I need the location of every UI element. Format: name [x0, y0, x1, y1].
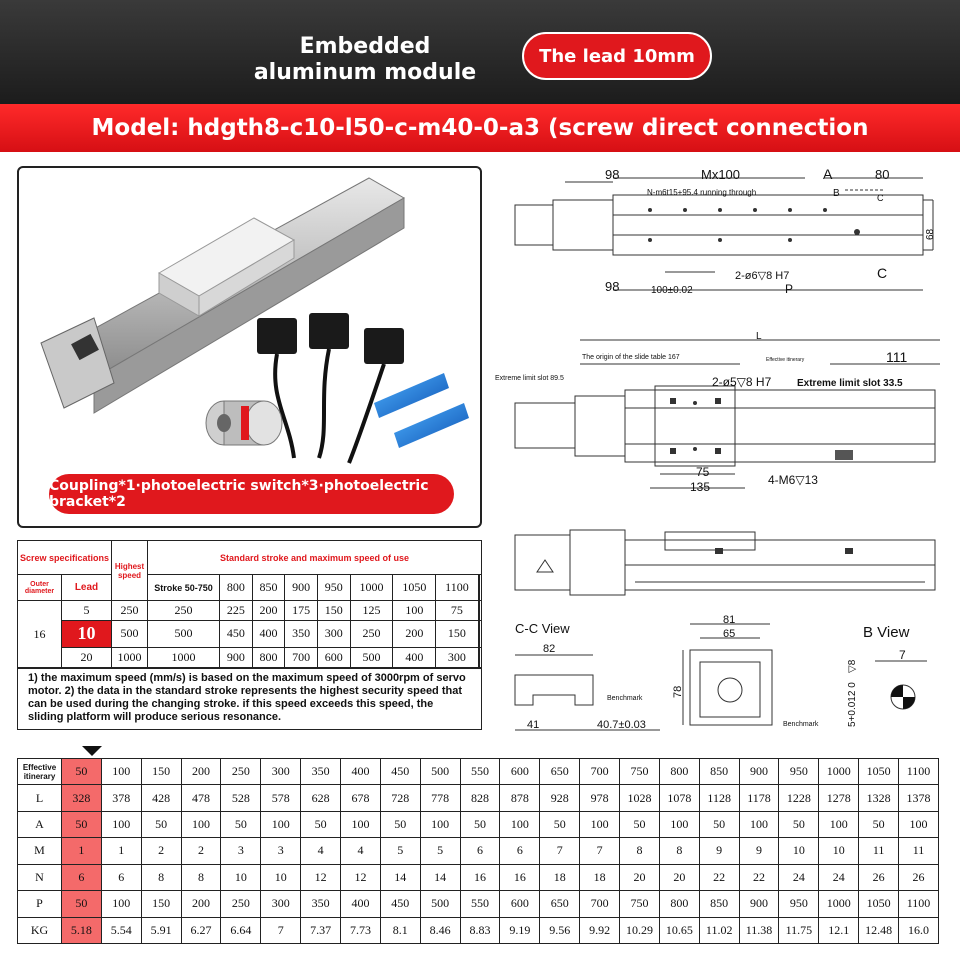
table-cell: 828 — [460, 785, 500, 811]
lead-badge: The lead 10mm — [522, 32, 712, 80]
table-cell: 650 — [540, 759, 580, 785]
dimension-table — [17, 758, 939, 944]
table-cell: 1378 — [899, 785, 939, 811]
table-cell: 5.18 — [62, 917, 102, 943]
speed-cell: 250 — [350, 620, 393, 647]
table-cell: 26 — [899, 864, 939, 890]
dim-98-top: 98 — [605, 167, 620, 182]
table-cell: 50 — [779, 811, 819, 837]
label-c-small: C — [877, 193, 884, 203]
table-cell: 20 — [620, 864, 660, 890]
table-cell: 950 — [779, 891, 819, 917]
b-view-drawing — [835, 615, 950, 740]
b-view-title: B View — [863, 624, 910, 641]
table-cell: 12.48 — [859, 917, 899, 943]
stroke-50-750-cell: 500 — [148, 620, 220, 647]
dim-5-tol: 5+0.012 0 — [847, 682, 858, 727]
end-benchmark: Benchmark — [783, 721, 819, 728]
table-cell: 2 — [181, 838, 221, 864]
product-illustration — [19, 168, 480, 468]
table-cell: 20 — [659, 864, 699, 890]
speed-cell: 600 — [317, 648, 350, 668]
speed-cell: 75 — [436, 601, 478, 621]
dim-7: 7 — [899, 648, 906, 662]
lead-cell: 20 — [62, 648, 112, 668]
table-row — [18, 759, 939, 785]
speed-cell: 400 — [252, 620, 285, 647]
table-cell: 24 — [819, 864, 859, 890]
table-cell: 8.1 — [380, 917, 420, 943]
table-cell: 6 — [62, 864, 102, 890]
table-cell: 1128 — [699, 785, 739, 811]
label-c: C — [877, 265, 888, 281]
speed-cell: 900 — [220, 648, 253, 668]
end-view-drawing — [665, 610, 825, 740]
table-row — [18, 917, 939, 943]
table-row — [18, 785, 939, 811]
effective-itinerary-note: Effective itinerary — [766, 357, 805, 363]
speed-cell — [480, 620, 482, 647]
dim-hole-6: 2-ø6▽8 H7 — [735, 270, 790, 282]
speed-cell: 700 — [285, 648, 318, 668]
table-cell: 100 — [500, 811, 540, 837]
speed-cell: 150 — [317, 601, 350, 621]
speed-cell: 300 — [436, 648, 478, 668]
table-cell: 100 — [101, 759, 141, 785]
table-cell: 850 — [699, 891, 739, 917]
table-cell: 700 — [580, 891, 620, 917]
speed-cell: 125 — [350, 601, 393, 621]
table-cell: 8 — [659, 838, 699, 864]
table-cell: 50 — [460, 811, 500, 837]
table-cell: 7.37 — [301, 917, 341, 943]
highest-speed-cell: 250 — [112, 601, 148, 621]
label-b: B — [833, 188, 840, 199]
table-cell: 5 — [420, 838, 460, 864]
dim-135: 135 — [690, 480, 711, 494]
table-cell: 200 — [181, 891, 221, 917]
speed-cell: 200 — [393, 620, 436, 647]
table-cell: 14 — [420, 864, 460, 890]
table-cell: 450 — [380, 759, 420, 785]
table-cell: 528 — [221, 785, 261, 811]
dim-75: 75 — [696, 465, 710, 479]
row-label: L — [18, 785, 62, 811]
stroke-50-750-cell: 1000 — [148, 648, 220, 668]
table-cell: 100 — [899, 811, 939, 837]
dim-a: A — [823, 166, 833, 182]
row-label: M — [18, 838, 62, 864]
dim-m6: 4-M6▽13 — [768, 473, 818, 487]
table-cell: 100 — [261, 811, 301, 837]
table-cell: 150 — [141, 891, 181, 917]
table-cell: 12.1 — [819, 917, 859, 943]
table-cell: 478 — [181, 785, 221, 811]
table-cell: 1328 — [859, 785, 899, 811]
speed-cell: 150 — [436, 620, 478, 647]
table-cell: 1278 — [819, 785, 859, 811]
table-cell: 50 — [62, 759, 102, 785]
dim-hole-5: 2-ø5▽8 H7 — [712, 375, 772, 389]
table-cell: 12 — [341, 864, 381, 890]
table-cell: 7 — [580, 838, 620, 864]
table-row — [18, 838, 939, 864]
table-cell: 50 — [620, 811, 660, 837]
table-cell: 200 — [181, 759, 221, 785]
dim-100-tol: 100±0.02 — [651, 285, 693, 296]
table-cell: 750 — [620, 891, 660, 917]
dim-98-bottom: 98 — [605, 279, 620, 294]
table-cell: 750 — [620, 759, 660, 785]
coupling-icon — [206, 401, 282, 445]
table-cell: 100 — [181, 811, 221, 837]
c-c-benchmark: Benchmark — [607, 695, 643, 702]
outer-diameter-cell: 16 — [18, 601, 62, 668]
speed-cell: 225 — [220, 601, 253, 621]
standard-stroke-header: Standard stroke and maximum speed of use — [148, 541, 482, 575]
table-cell: 5 — [380, 838, 420, 864]
dim-depth-8: ▽8 — [847, 659, 858, 673]
table-cell: 378 — [101, 785, 141, 811]
stroke-range-header: Stroke 50-750 — [148, 575, 220, 601]
table-cell: 6 — [460, 838, 500, 864]
table-cell: 8.46 — [420, 917, 460, 943]
table-cell: 11 — [859, 838, 899, 864]
table-cell: 728 — [380, 785, 420, 811]
table-cell: 928 — [540, 785, 580, 811]
side-view-drawing — [490, 328, 950, 498]
speed-cell: 500 — [350, 648, 393, 668]
speed-cell: 175 — [285, 601, 318, 621]
table-cell: 778 — [420, 785, 460, 811]
model-bar: Model: hdgth8-c10-l50-c-m40-0-a3 (screw direct connection — [0, 104, 960, 152]
table-cell: 16 — [460, 864, 500, 890]
table-cell: 650 — [540, 891, 580, 917]
table-cell: 578 — [261, 785, 301, 811]
table-cell: 678 — [341, 785, 381, 811]
table-cell: 7.73 — [341, 917, 381, 943]
table-cell: 900 — [739, 759, 779, 785]
table-cell: 700 — [580, 759, 620, 785]
stroke-cell — [480, 575, 482, 601]
stroke-cell: 850 — [252, 575, 285, 601]
table-cell: 1100 — [899, 891, 939, 917]
table-cell: 900 — [739, 891, 779, 917]
label-p: P — [785, 282, 794, 296]
table-cell: 5.91 — [141, 917, 181, 943]
table-cell: 10 — [779, 838, 819, 864]
table-cell: 550 — [460, 759, 500, 785]
table-cell: 800 — [659, 891, 699, 917]
speed-cell: 350 — [285, 620, 318, 647]
dim-41: 41 — [527, 719, 540, 731]
table-cell: 50 — [301, 811, 341, 837]
table-cell: 8.83 — [460, 917, 500, 943]
table-cell: 7 — [261, 917, 301, 943]
dim-68: 68 — [925, 228, 936, 240]
table-cell: 50 — [540, 811, 580, 837]
table-cell: 978 — [580, 785, 620, 811]
stroke-cell: 1000 — [350, 575, 393, 601]
table-cell: 9.19 — [500, 917, 540, 943]
speed-cell: 200 — [252, 601, 285, 621]
table-cell: 100 — [341, 811, 381, 837]
table-cell: 4 — [341, 838, 381, 864]
table-cell: 16 — [500, 864, 540, 890]
table-cell: 600 — [500, 759, 540, 785]
title-line-1: Embedded — [299, 34, 431, 59]
table-cell: 50 — [859, 811, 899, 837]
lead-header: Lead — [62, 575, 112, 601]
table-cell: 11 — [899, 838, 939, 864]
dim-81: 81 — [723, 614, 736, 626]
table-cell: 50 — [699, 811, 739, 837]
table-cell: 50 — [380, 811, 420, 837]
highest-speed-cell: 500 — [112, 620, 148, 647]
table-cell: 26 — [859, 864, 899, 890]
stroke-cell: 1100 — [436, 575, 478, 601]
table-cell: 850 — [699, 759, 739, 785]
dim-l: L — [756, 331, 762, 342]
table-cell: 9 — [699, 838, 739, 864]
table-cell: 600 — [500, 891, 540, 917]
c-c-view-title: C-C View — [515, 621, 570, 636]
accessories-caption: Coupling*1·photoelectric switch*3·photoelectric bracket*2 — [49, 474, 454, 514]
table-cell: 6 — [101, 864, 141, 890]
table-cell: 100 — [739, 811, 779, 837]
table-cell: 300 — [261, 891, 301, 917]
speed-cell: 800 — [252, 648, 285, 668]
speed-table — [17, 540, 482, 668]
table-cell: 500 — [420, 759, 460, 785]
table-cell: 8 — [181, 864, 221, 890]
table-cell: 1000 — [819, 891, 859, 917]
title-line-2: aluminum module — [253, 60, 477, 85]
table-cell: 11.02 — [699, 917, 739, 943]
speed-cell: 100 — [393, 601, 436, 621]
highest-speed-cell: 1000 — [112, 648, 148, 668]
table-cell: 22 — [739, 864, 779, 890]
photoelectric-switch-icon — [257, 313, 404, 463]
table-cell: 950 — [779, 759, 819, 785]
table-cell: 1078 — [659, 785, 699, 811]
table-row — [18, 811, 939, 837]
table-cell: 350 — [301, 759, 341, 785]
stroke-cell: 1050 — [393, 575, 436, 601]
table-cell: 10.65 — [659, 917, 699, 943]
c-c-view-drawing — [505, 615, 665, 740]
slide-origin-note: The origin of the slide table 167 — [582, 354, 680, 361]
table-cell: 8 — [141, 864, 181, 890]
table-cell: 50 — [141, 811, 181, 837]
table-cell: 250 — [221, 759, 261, 785]
extreme-limit-right: Extreme limit slot 33.5 — [797, 378, 903, 389]
table-cell: 11.38 — [739, 917, 779, 943]
table-cell: 1 — [101, 838, 141, 864]
table-cell: 1178 — [739, 785, 779, 811]
table-cell: 9.92 — [580, 917, 620, 943]
table-cell: 10 — [819, 838, 859, 864]
table-cell: 400 — [341, 759, 381, 785]
screw-spec-header: Screw specifications — [18, 541, 112, 575]
table-cell: 50 — [62, 811, 102, 837]
table-cell: 5.54 — [101, 917, 141, 943]
dim-40-7: 40.7±0.03 — [597, 719, 646, 731]
table-cell: 50 — [221, 811, 261, 837]
table-cell: 428 — [141, 785, 181, 811]
table-cell: 328 — [62, 785, 102, 811]
table-cell: 22 — [699, 864, 739, 890]
speed-cell — [480, 648, 482, 668]
lead-cell: 5 — [62, 601, 112, 621]
table-cell: 10 — [261, 864, 301, 890]
arrow-down-icon — [82, 746, 102, 756]
dim-80: 80 — [875, 167, 890, 182]
front-view-drawing — [505, 520, 945, 610]
header-banner — [0, 0, 960, 104]
table-cell: 450 — [380, 891, 420, 917]
table-cell: 1028 — [620, 785, 660, 811]
table-cell: 6 — [500, 838, 540, 864]
stroke-cell: 900 — [285, 575, 318, 601]
dim-82: 82 — [543, 643, 556, 655]
table-cell: 10.29 — [620, 917, 660, 943]
table-row — [18, 891, 939, 917]
dim-mx100: Mx100 — [701, 167, 741, 182]
table-cell: 550 — [460, 891, 500, 917]
table-cell: 6.27 — [181, 917, 221, 943]
speed-cell — [480, 601, 482, 621]
extreme-limit-left: Extreme limit slot 89.5 — [495, 375, 564, 382]
table-cell: 150 — [141, 759, 181, 785]
table-cell: 4 — [301, 838, 341, 864]
outer-diameter-header: Outer diameter — [18, 575, 62, 601]
speed-cell: 450 — [220, 620, 253, 647]
table-cell: 10 — [221, 864, 261, 890]
table-cell: 878 — [500, 785, 540, 811]
table-cell: 628 — [301, 785, 341, 811]
dim-78: 78 — [672, 685, 684, 698]
table-cell: 2 — [141, 838, 181, 864]
table-cell: 1228 — [779, 785, 819, 811]
table-cell: 6.64 — [221, 917, 261, 943]
table-row — [18, 864, 939, 890]
table-cell: 500 — [420, 891, 460, 917]
table-cell: 100 — [819, 811, 859, 837]
table-cell: 800 — [659, 759, 699, 785]
running-through-note: N-m6t15+95.4 running through — [647, 188, 757, 197]
lead-cell-highlighted: 10 — [62, 620, 112, 647]
table-cell: 300 — [261, 759, 301, 785]
highest-speed-header: Highest speed — [112, 541, 148, 601]
row-label: P — [18, 891, 62, 917]
stroke-cell: 800 — [220, 575, 253, 601]
table-cell: 18 — [540, 864, 580, 890]
stroke-cell: 950 — [317, 575, 350, 601]
row-label: Effective itinerary — [18, 759, 62, 785]
top-view-drawing — [505, 160, 945, 300]
table-cell: 100 — [420, 811, 460, 837]
speed-cell: 300 — [317, 620, 350, 647]
table-cell: 100 — [101, 811, 141, 837]
table-cell: 3 — [261, 838, 301, 864]
table-cell: 250 — [221, 891, 261, 917]
table-cell: 8 — [620, 838, 660, 864]
table-cell: 1050 — [859, 759, 899, 785]
table-cell: 400 — [341, 891, 381, 917]
table-cell: 1 — [62, 838, 102, 864]
speed-notes: 1) the maximum speed (mm/s) is based on the maximum speed of 3000rpm of servo motor. 2) the data in the standard stroke represents the highest security speed that can be used during the changing stroke. if this speed exceeds this speed, the sliding platform will produce serious resonance. — [17, 668, 482, 730]
table-cell: 50 — [62, 891, 102, 917]
table-cell: 24 — [779, 864, 819, 890]
table-cell: 1050 — [859, 891, 899, 917]
row-label: N — [18, 864, 62, 890]
table-cell: 18 — [580, 864, 620, 890]
table-cell: 1100 — [899, 759, 939, 785]
table-cell: 11.75 — [779, 917, 819, 943]
stroke-50-750-cell: 250 — [148, 601, 220, 621]
page-title — [250, 34, 480, 86]
row-label: KG — [18, 917, 62, 943]
table-cell: 9.56 — [540, 917, 580, 943]
table-cell: 9 — [739, 838, 779, 864]
table-cell: 7 — [540, 838, 580, 864]
row-label: A — [18, 811, 62, 837]
table-cell: 16.0 — [899, 917, 939, 943]
table-cell: 14 — [380, 864, 420, 890]
photoelectric-bracket-icon — [374, 373, 469, 448]
table-cell: 100 — [580, 811, 620, 837]
table-cell: 100 — [101, 891, 141, 917]
table-cell: 12 — [301, 864, 341, 890]
table-cell: 3 — [221, 838, 261, 864]
product-photo-panel — [17, 166, 482, 528]
table-cell: 350 — [301, 891, 341, 917]
dim-111: 111 — [886, 349, 908, 365]
table-cell: 1000 — [819, 759, 859, 785]
linear-module-icon — [41, 178, 404, 413]
dim-65: 65 — [723, 628, 736, 640]
speed-cell: 400 — [393, 648, 436, 668]
table-cell: 100 — [659, 811, 699, 837]
